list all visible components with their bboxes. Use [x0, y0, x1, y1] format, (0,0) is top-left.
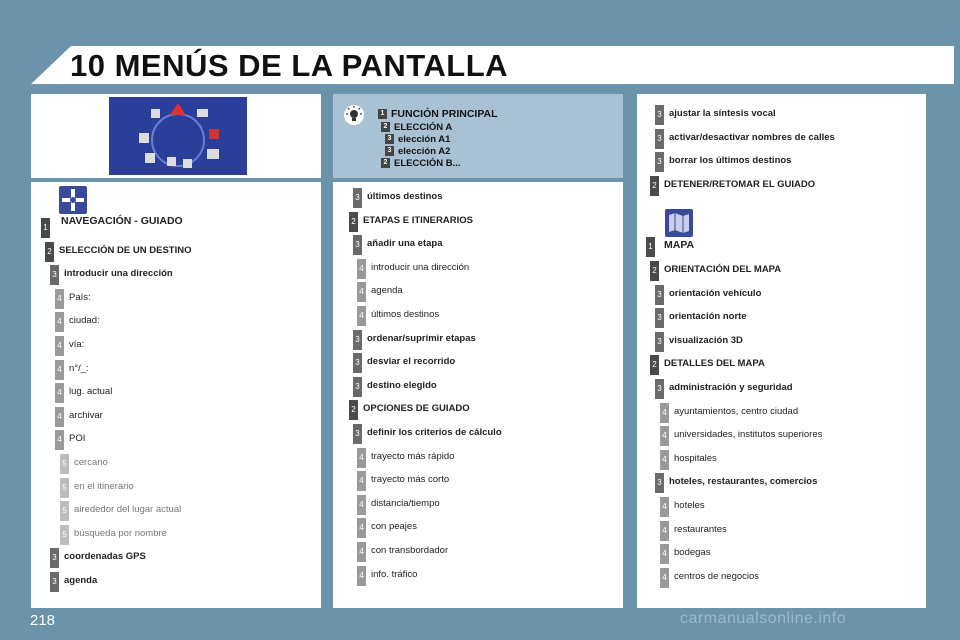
menu-item [31, 289, 321, 309]
level-badge: 3 [353, 353, 362, 373]
menu-item [31, 478, 321, 498]
menu-item-label: info. tráfico [371, 568, 418, 580]
menu-item-label: restaurantes [674, 523, 727, 535]
menu-item [637, 450, 926, 470]
menu-item [31, 454, 321, 474]
level-badge: 3 [353, 188, 362, 208]
menu-item [31, 265, 321, 285]
principal-line-text: ELECCIÓN B... [394, 158, 461, 169]
menu-item [31, 407, 321, 427]
menu-item-label: desviar el recorrido [367, 356, 456, 368]
menu-item [31, 218, 321, 238]
menu-item [637, 261, 926, 281]
menu-item-label: SELECCIÓN DE UN DESTINO [59, 244, 192, 256]
menu-item-label: alrededor del lugar actual [74, 504, 182, 516]
menu-item [333, 259, 623, 279]
menu-screenshot-panel [31, 94, 321, 178]
menu-item [333, 424, 623, 444]
level-badge: 3 [50, 265, 59, 285]
menu-item [333, 471, 623, 491]
menu-item [31, 360, 321, 380]
navigation-title: NAVEGACIÓN - GUIADO [61, 215, 183, 227]
menu-item-label: n°/_: [69, 362, 89, 374]
menu-item [637, 379, 926, 399]
level-badge: 4 [55, 383, 64, 403]
menu-item-label: orientación norte [669, 311, 747, 323]
level-badge: 4 [357, 259, 366, 279]
menu-item [637, 521, 926, 541]
level-badge: 4 [660, 521, 669, 541]
level-badge: 2 [650, 176, 659, 196]
level-badge: 2 [381, 122, 390, 132]
level-badge: 3 [655, 285, 664, 305]
menu-item-label: DETENER/RETOMAR EL GUIADO [664, 178, 816, 190]
level-badge: 4 [55, 312, 64, 332]
level-badge: 3 [655, 379, 664, 399]
level-badge: 4 [55, 336, 64, 356]
menu-item [333, 235, 623, 255]
menu-item [31, 548, 321, 568]
light-bulb-icon [343, 104, 365, 126]
menu-item-label: ETAPAS E ITINERARIOS [363, 214, 473, 226]
principal-line [385, 146, 450, 157]
menu-item-label: búsqueda por nombre [74, 527, 167, 539]
level-badge: 2 [349, 400, 358, 420]
level-badge: 3 [655, 105, 664, 125]
menu-item [637, 237, 926, 257]
menu-item [637, 426, 926, 446]
main-function-legend [333, 94, 623, 178]
menu-item [637, 332, 926, 352]
menu-item-label: trayecto más corto [371, 474, 450, 486]
menu-item [31, 572, 321, 592]
level-badge: 3 [655, 129, 664, 149]
level-badge: 4 [55, 289, 64, 309]
level-badge: 4 [357, 306, 366, 326]
menu-item-label: DETALLES DEL MAPA [664, 358, 765, 370]
level-badge: 1 [41, 218, 50, 238]
level-badge: 2 [349, 212, 358, 232]
level-badge: 4 [357, 566, 366, 586]
menu-item [637, 152, 926, 172]
map-panel [637, 94, 926, 608]
menu-item-label: coordenadas GPS [64, 551, 146, 563]
principal-line [385, 134, 450, 145]
level-badge: 5 [60, 454, 69, 474]
level-badge: 2 [650, 261, 659, 281]
level-badge: 4 [55, 360, 64, 380]
menu-item-label: introducir una dirección [64, 268, 173, 280]
menu-item-label: activar/desactivar nombres de calles [669, 131, 835, 143]
menu-item [637, 285, 926, 305]
menu-item-label: ayuntamientos, centro ciudad [674, 405, 799, 417]
principal-line [381, 158, 461, 169]
menu-item [31, 501, 321, 521]
menu-item [31, 242, 321, 262]
level-badge: 4 [357, 471, 366, 491]
menu-item-label: ajustar la síntesis vocal [669, 108, 776, 119]
menu-item-label: introducir una dirección [371, 261, 470, 273]
menu-item [333, 330, 623, 350]
principal-title-line [378, 108, 498, 120]
menu-item [333, 542, 623, 562]
level-badge: 3 [353, 330, 362, 350]
menu-item-label: en el itinerario [74, 480, 134, 492]
menu-item [333, 495, 623, 515]
menu-item-label: agenda [64, 575, 98, 586]
level-badge: 4 [660, 497, 669, 517]
menu-item [333, 306, 623, 326]
map-icon [665, 209, 693, 237]
level-badge: 4 [357, 495, 366, 515]
level-badge: 3 [655, 152, 664, 172]
menu-item-label: definir los criterios de cálculo [367, 427, 502, 438]
watermark: carmanualsonline.info [680, 610, 847, 627]
page-number: 218 [30, 612, 56, 629]
menu-item-label: con peajes [371, 521, 417, 533]
menu-item-label: ORIENTACIÓN DEL MAPA [664, 264, 782, 275]
menu-item-label: OPCIONES DE GUIADO [363, 403, 470, 415]
menu-item [31, 383, 321, 403]
level-badge: 4 [55, 430, 64, 450]
menu-item [637, 497, 926, 517]
main-menu-screen-icon [109, 97, 247, 175]
principal-title: FUNCIÓN PRINCIPAL [391, 108, 498, 120]
level-badge: 4 [660, 450, 669, 470]
menu-item-label: cercano [74, 457, 108, 468]
menu-item-label: borrar los últimos destinos [669, 155, 792, 167]
level-badge: 3 [655, 473, 664, 493]
menu-item [31, 336, 321, 356]
menu-item-label: bodegas [674, 547, 711, 559]
principal-line-text: ELECCIÓN A [394, 122, 453, 133]
menu-item [333, 353, 623, 373]
level-badge: 5 [60, 501, 69, 521]
level-badge: 3 [655, 308, 664, 328]
level-badge: 2 [650, 355, 659, 375]
level-badge: 5 [60, 478, 69, 498]
level-badge: 4 [357, 282, 366, 302]
level-badge: 4 [357, 542, 366, 562]
menu-item-label: lug. actual [69, 386, 113, 398]
menu-item [637, 403, 926, 423]
navigation-icon [59, 186, 87, 214]
level-badge: 3 [50, 548, 59, 568]
menu-item-label: trayecto más rápido [371, 450, 455, 462]
menu-item-label: añadir una etapa [367, 238, 443, 250]
level-badge: 4 [660, 544, 669, 564]
level-badge: 5 [60, 525, 69, 545]
menu-item [333, 282, 623, 302]
menu-item-label: destino elegido [367, 379, 437, 391]
level-badge: 4 [357, 448, 366, 468]
level-badge: 1 [378, 109, 387, 119]
menu-item-label: con transbordador [371, 545, 449, 556]
menu-item-label: centros de negocios [674, 570, 760, 582]
level-badge: 3 [655, 332, 664, 352]
menu-item [637, 544, 926, 564]
menu-item-label: archivar [69, 409, 103, 421]
menu-item-label: universidades, institutos superiores [674, 429, 823, 441]
navigation-panel [31, 182, 321, 608]
menu-item [31, 525, 321, 545]
map-title: MAPA [664, 239, 695, 251]
menu-item [333, 188, 623, 208]
menu-item-label: ciudad: [69, 315, 100, 327]
menu-item [637, 176, 926, 196]
itinerary-panel [333, 182, 623, 608]
menu-item-label: visualización 3D [669, 334, 743, 346]
menu-item [637, 105, 926, 125]
menu-item-label: País: [69, 291, 91, 303]
principal-line-text: elección A1 [398, 134, 451, 145]
level-badge: 3 [353, 424, 362, 444]
menu-item-label: agenda [371, 285, 403, 297]
menu-item [31, 430, 321, 450]
menu-item-label: hospitales [674, 452, 717, 464]
menu-item [637, 129, 926, 149]
level-badge: 3 [385, 134, 394, 144]
page-title: 10 MENÚS DE LA PANTALLA [70, 48, 509, 83]
menu-item [637, 308, 926, 328]
menu-item-label: ordenar/suprimir etapas [367, 332, 476, 344]
menu-item-label: últimos destinos [371, 309, 440, 320]
menu-item [333, 566, 623, 586]
level-badge: 3 [353, 377, 362, 397]
menu-item [31, 312, 321, 332]
menu-item-label: distancia/tiempo [371, 497, 440, 509]
menu-item-label: administración y seguridad [669, 382, 793, 393]
level-badge: 3 [385, 146, 394, 156]
menu-item [333, 518, 623, 538]
principal-line [381, 122, 452, 133]
level-badge: 3 [353, 235, 362, 255]
menu-item-label: hoteles [674, 500, 705, 511]
principal-line-text: elección A2 [398, 146, 451, 157]
level-badge: 4 [660, 568, 669, 588]
level-badge: 4 [660, 426, 669, 446]
menu-item [637, 355, 926, 375]
menu-item [637, 568, 926, 588]
menu-item-label: vía: [69, 339, 85, 350]
level-badge: 4 [357, 518, 366, 538]
level-badge: 1 [646, 237, 655, 257]
menu-item [333, 212, 623, 232]
menu-item [333, 448, 623, 468]
level-badge: 4 [660, 403, 669, 423]
menu-item [333, 400, 623, 420]
menu-item [333, 377, 623, 397]
level-badge: 2 [45, 242, 54, 262]
level-badge: 2 [381, 158, 390, 168]
menu-item-label: POI [69, 433, 86, 445]
menu-item-label: últimos destinos [367, 191, 443, 202]
level-badge: 3 [50, 572, 59, 592]
menu-item-label: hoteles, restaurantes, comercios [669, 476, 818, 488]
menu-item [637, 473, 926, 493]
level-badge: 4 [55, 407, 64, 427]
menu-item-label: orientación vehículo [669, 287, 762, 299]
